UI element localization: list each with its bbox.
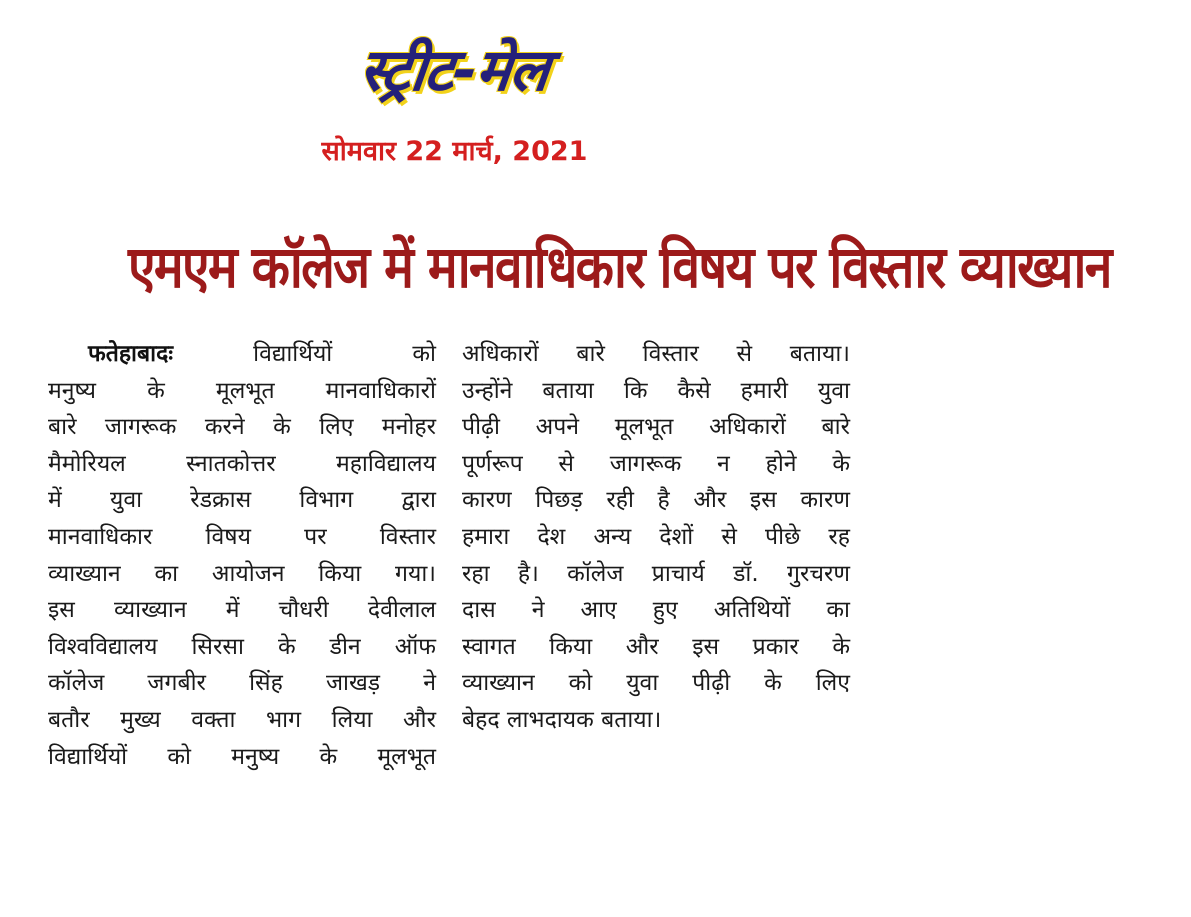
column-line: मैमोरियल स्नातकोत्तर महाविद्यालय [48, 450, 436, 477]
newspaper-logo: स्ट्रीट-मेल [356, 36, 553, 104]
column-line-text: विद्यार्थियों को [253, 341, 437, 367]
column-line: कॉलेज जगबीर सिंह जाखड़ ने [48, 670, 436, 697]
column-line: व्याख्यान का आयोजन किया गया। [48, 560, 436, 587]
column-line: बेहद लाभदायक बताया। [462, 706, 662, 733]
column-line: पूर्णरूप से जागरूक न होने के [462, 450, 850, 477]
article-column-left [48, 336, 436, 866]
column-line: बतौर मुख्य वक्ता भाग लिया और [48, 706, 436, 733]
column-line: बारे जागरूक करने के लिए मनोहर [48, 414, 436, 441]
article-dateline: फतेहाबादः [88, 341, 173, 367]
column-line: अधिकारों बारे विस्तार से बताया। [462, 341, 851, 367]
article-column-right [462, 336, 850, 866]
column-line: मनुष्य के मूलभूत मानवाधिकारों [48, 377, 436, 404]
issue-date: सोमवार 22 मार्च, 2021 [321, 136, 588, 167]
column-line: रहा है। कॉलेज प्राचार्य डॉ. गुरचरण [462, 560, 850, 587]
column-line: स्वागत किया और इस प्रकार के [462, 633, 850, 660]
newspaper-masthead [0, 34, 909, 106]
column-line: विद्यार्थियों को मनुष्य के मूलभूत [48, 743, 436, 770]
column-line: उन्होंने बताया कि कैसे हमारी युवा [462, 377, 850, 404]
column-line [48, 336, 436, 373]
column-line: हमारा देश अन्य देशों से पीछे रह [462, 523, 850, 550]
headline-text: एमएम कॉलेज में मानवाधिकार विषय पर विस्तार व्याख्यान [127, 233, 1111, 301]
column-line: दास ने आए हुए अतिथियों का [462, 597, 850, 624]
article-headline [48, 222, 1111, 312]
column-line: कारण पिछड़ रही है और इस कारण [462, 487, 850, 514]
column-line: विश्वविद्यालय सिरसा के डीन ऑफ [48, 633, 436, 660]
column-line: व्याख्यान को युवा पीढ़ी के लिए [462, 670, 850, 697]
column-line: मानवाधिकार विषय पर विस्तार [48, 523, 436, 550]
column-line: इस व्याख्यान में चौधरी देवीलाल [48, 597, 436, 624]
column-line: पीढ़ी अपने मूलभूत अधिकारों बारे [462, 414, 850, 441]
column-line: में युवा रेडक्रास विभाग द्वारा [48, 487, 436, 514]
